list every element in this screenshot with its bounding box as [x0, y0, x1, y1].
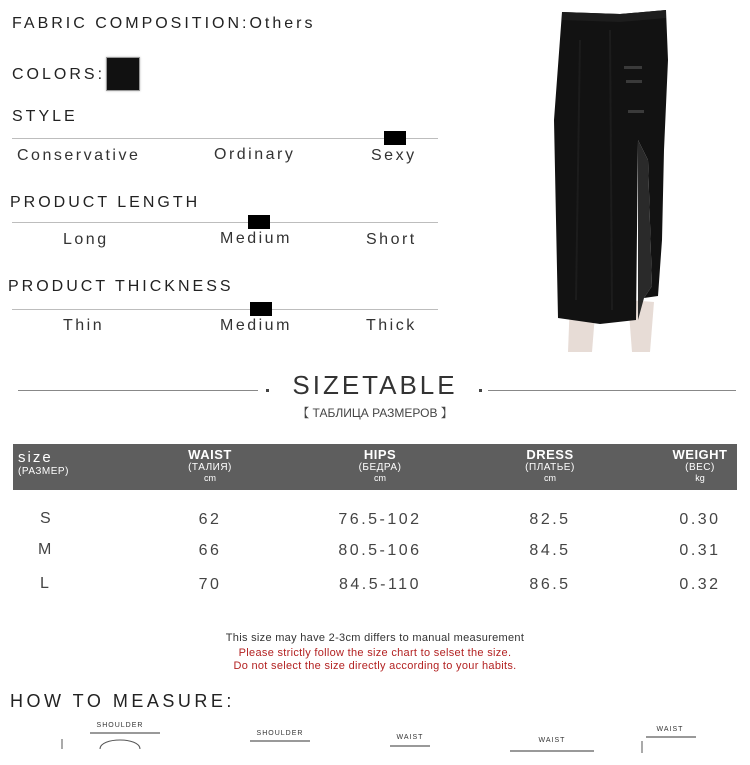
col-head-waist-unit: cm [204, 473, 216, 483]
product-image-skirt[interactable] [540, 0, 675, 352]
row-waist: 62 [198, 511, 222, 528]
length-scale-marker [248, 215, 270, 229]
length-option-medium: Medium [220, 230, 292, 247]
sizetable-dot-left [266, 389, 269, 392]
note-habits: Do not select the size directly according to your habits. [233, 660, 517, 672]
length-option-short: Short [366, 231, 417, 248]
color-swatch-black[interactable] [106, 57, 140, 91]
colors-label: COLORS: [12, 66, 106, 83]
sizetable-rule-right [488, 390, 736, 391]
col-head-weight-main: WEIGHT [672, 447, 728, 462]
row-dress: 84.5 [529, 542, 571, 559]
col-head-weight [660, 447, 740, 483]
measure-figure-2 [240, 730, 320, 758]
sizetable-title: SIZETABLE [292, 370, 458, 400]
thickness-option-medium: Medium [220, 317, 292, 334]
style-option-sexy: Sexy [371, 147, 417, 164]
col-head-hips-sub: (БЕДРА) [358, 462, 402, 473]
measure-figure-1 [60, 722, 170, 750]
style-scale-marker [384, 131, 406, 145]
style-scale-line [12, 138, 438, 139]
style-title: STYLE [12, 108, 78, 125]
row-size: L [40, 575, 49, 592]
thickness-option-thick: Thick [366, 317, 417, 334]
sizetable-subtitle: 【 ТАБЛИЦА РАЗМЕРОВ 】 [297, 406, 453, 420]
measure-label-waist-1: WAIST [396, 734, 424, 741]
col-head-hips-unit: cm [374, 473, 386, 483]
length-option-long: Long [63, 231, 109, 248]
length-scale-line [12, 222, 438, 223]
thickness-title: PRODUCT THICKNESS [8, 278, 234, 295]
col-head-dress-sub: (ПЛАТЬЕ) [525, 462, 575, 473]
note-measurement: This size may have 2-3cm differs to manual measurement [225, 632, 525, 644]
col-head-hips-main: HIPS [363, 447, 397, 462]
fabric-value: Others [249, 15, 316, 32]
fabric-label: FABRIC COMPOSITION: [12, 15, 250, 32]
row-size: S [40, 510, 51, 527]
length-title: PRODUCT LENGTH [10, 194, 201, 211]
measure-figure-3 [388, 734, 432, 762]
col-head-weight-unit: kg [695, 473, 705, 483]
col-head-hips [340, 447, 420, 483]
row-waist: 66 [198, 542, 222, 559]
measure-label-waist-2: WAIST [538, 737, 566, 744]
col-head-waist [170, 447, 250, 483]
row-weight: 0.30 [679, 511, 721, 528]
row-hips: 84.5-110 [339, 576, 421, 593]
row-weight: 0.31 [679, 542, 721, 559]
row-waist: 70 [198, 576, 222, 593]
row-size: M [38, 541, 52, 558]
row-hips: 76.5-102 [338, 511, 422, 528]
style-option-conservative: Conservative [17, 147, 141, 164]
col-head-size [18, 449, 78, 477]
thickness-scale-line [12, 309, 438, 310]
row-weight: 0.32 [679, 576, 721, 593]
fabric-composition [12, 15, 315, 33]
sizetable-rule-left [18, 390, 258, 391]
how-to-measure-title: HOW TO MEASURE: [10, 691, 235, 711]
row-dress: 82.5 [529, 511, 571, 528]
col-head-waist-sub: (ТАЛИЯ) [188, 462, 232, 473]
col-head-size-sub: (РАЗМЕР) [18, 466, 69, 477]
measure-label-shoulder-2: SHOULDER [256, 730, 304, 737]
style-option-ordinary: Ordinary [214, 146, 296, 163]
note-follow-chart: Please strictly follow the size chart to selset the size. [238, 647, 512, 659]
col-head-dress-main: DRESS [526, 447, 574, 462]
row-hips: 80.5-106 [338, 542, 422, 559]
measure-figure-4 [508, 737, 596, 765]
measure-label-waist-3: WAIST [656, 726, 684, 733]
col-head-dress-unit: cm [544, 473, 556, 483]
measure-label-shoulder-1: SHOULDER [96, 722, 144, 729]
thickness-scale-marker [250, 302, 272, 316]
sizetable-dot-right [479, 389, 482, 392]
thickness-option-thin: Thin [63, 317, 105, 334]
col-head-weight-sub: (ВЕС) [685, 462, 715, 473]
row-dress: 86.5 [529, 576, 571, 593]
col-head-size-main: size [18, 449, 53, 466]
col-head-waist-main: WAIST [188, 447, 232, 462]
col-head-dress [510, 447, 590, 483]
